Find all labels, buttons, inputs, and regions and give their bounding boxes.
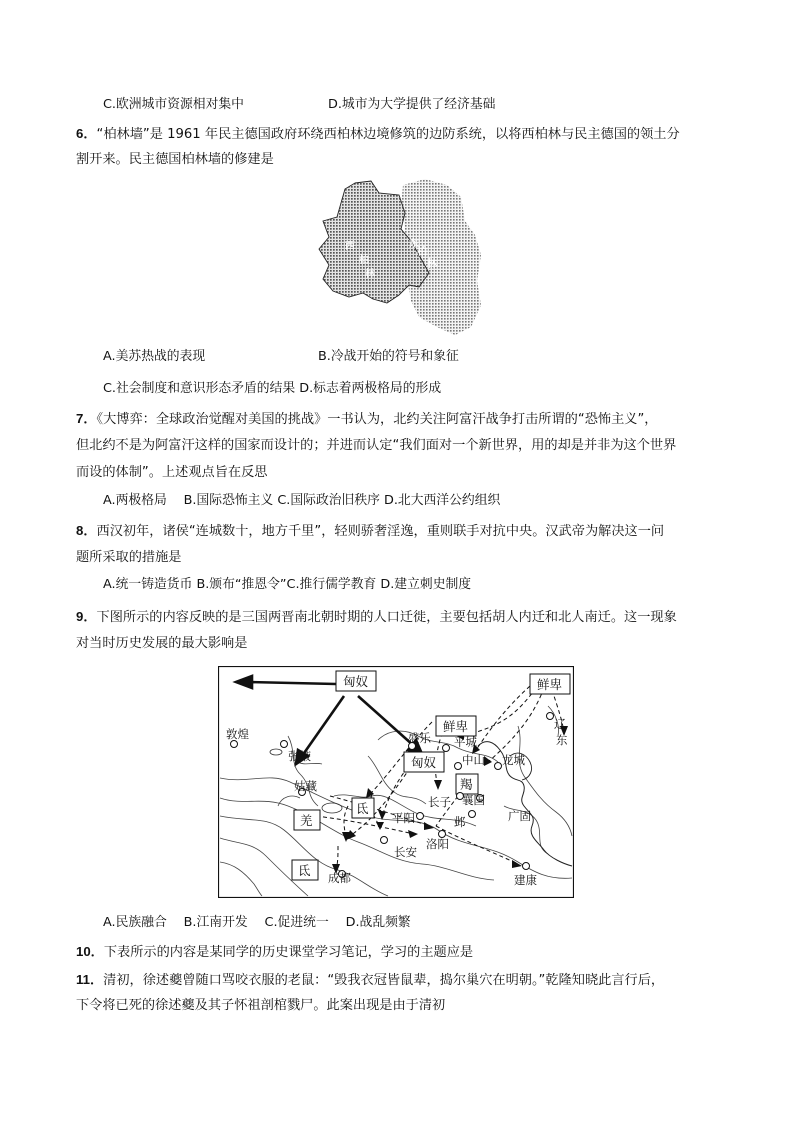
q6-option-cd: C.社会制度和意识形态矛盾的结果 D.标志着两极格局的形成 [103,381,442,396]
east-berlin-label-1: 东 [409,239,419,250]
q8-stem-line1 [76,521,664,542]
box-di-south: 氐 [298,863,311,878]
place-pingyang: 平阳 [392,811,415,825]
box-jie: 羯 [460,777,473,792]
box-xianbei: 鲜卑 [443,719,469,734]
q6-stem-line2: 割开来。民主德国柏林墙的修建是 [76,152,274,167]
place-changzi: 长子 [428,795,451,809]
west-berlin-label-1: 西 [345,241,355,252]
q8-stem-line2: 题所采取的措施是 [76,550,182,565]
q6-text: “柏林墙”是 1961 年民主德国政府环绕西柏林边境修筑的边防系统，以将西柏林与民主德国的领土分 [96,127,680,142]
q9-number: 9． [76,609,97,624]
q7-text: 《大博弈：全球政治觉醒对美国的挑战》一书认为，北约关注阿富汗战争打击所谓的“恐怖主义”， [96,412,658,427]
place-pingcheng: 平城 [454,735,477,749]
place-ye: 邺 [454,815,466,829]
q11-stem-line1 [76,970,664,991]
q11-text: 清初，徐述夔曾随口骂咬衣服的老鼠：“毁我衣冠皆鼠辈，捣尔巢穴在明朝。”乾隆知晓此言行后， [103,973,665,988]
box-qiang: 羌 [300,813,313,828]
place-guzang: 姑藏 [294,779,317,793]
q9-stem-line1 [76,607,677,628]
place-zhongshan: 中山 [462,753,485,767]
q8-number: 8． [76,523,97,538]
west-berlin-label-2: 柏 [359,255,369,266]
place-liaodong-2: 东 [556,733,568,747]
q6-option-b: B.冷战开始的符号和象征 [318,349,459,364]
q7-stem-line3: 而设的体制”。上述观点旨在反思 [76,465,268,480]
q6-number: 6． [76,126,97,141]
q6-option-a: A.美苏热战的表现 [103,349,206,364]
place-dunhuang: 敦煌 [226,727,249,741]
q11-number: 11． [76,972,104,987]
migration-map [218,666,574,898]
place-zhangye: 张掖 [288,749,311,763]
box-xiongnu: 匈奴 [411,755,437,770]
q7-stem-line1 [76,409,657,430]
q11-stem-line2: 下令将已死的徐述夔及其子怀祖剖棺戮尸。此案出现是由于清初 [76,998,446,1013]
place-xiangguo: 襄国 [462,793,485,807]
box-di: 氐 [356,801,369,816]
place-chengdu: 成都 [328,871,351,885]
q8-options: A.统一铸造货币 B.颁布“推恩令”C.推行儒学教育 D.建立刺史制度 [103,577,472,592]
q10-number: 10． [76,944,104,959]
berlin-map [315,177,485,342]
q10-text: 下表所示的内容是某同学的历史课堂学习笔记，学习的主题应是 [103,945,474,960]
west-berlin-label-3: 林 [365,269,375,280]
q6-stem-line1 [76,124,680,145]
east-berlin-label-3: 林 [427,259,437,270]
box-xianbei-ne: 鲜卑 [537,677,563,692]
q10-stem-line1 [76,942,473,963]
place-liaodong-1: 辽 [554,717,566,731]
place-changan: 长安 [394,845,417,859]
place-luoyang: 洛阳 [426,837,449,851]
q5-option-d: D.城市为大学提供了经济基础 [328,97,496,112]
place-shengle: 盛乐 [408,731,431,745]
place-jiankang: 建康 [514,873,537,887]
east-berlin-label-2: 柏 [417,247,427,258]
q9-options: A.民族融合 B.江南开发 C.促进统一 D.战乱频繁 [103,915,411,930]
q9-text: 下图所示的内容反映的是三国两晋南北朝时期的人口迁徙，主要包括胡人内迁和北人南迁。这一现象 [96,610,677,625]
q8-text: 西汉初年，诸侯“连城数十，地方千里”，轻则骄奢淫逸，重则联手对抗中央。汉武帝为解决这一问 [96,524,665,539]
place-longcheng: 龙城 [502,753,525,767]
q9-stem-line2: 对当时历史发展的最大影响是 [76,636,248,651]
q7-options: A.两极格局 B.国际恐怖主义 C.国际政治旧秩序 D.北大西洋公约组织 [103,493,501,508]
place-guanggu: 广固 [508,809,531,823]
box-xiongnu-top: 匈奴 [343,674,369,689]
q5-option-c: C.欧洲城市资源相对集中 [103,97,244,112]
q7-number: 7． [76,411,97,426]
q7-stem-line2: 但北约不是为阿富汗这样的国家而设计的；并进而认定“我们面对一个新世界，用的却是并非为这个世界 [76,438,677,453]
